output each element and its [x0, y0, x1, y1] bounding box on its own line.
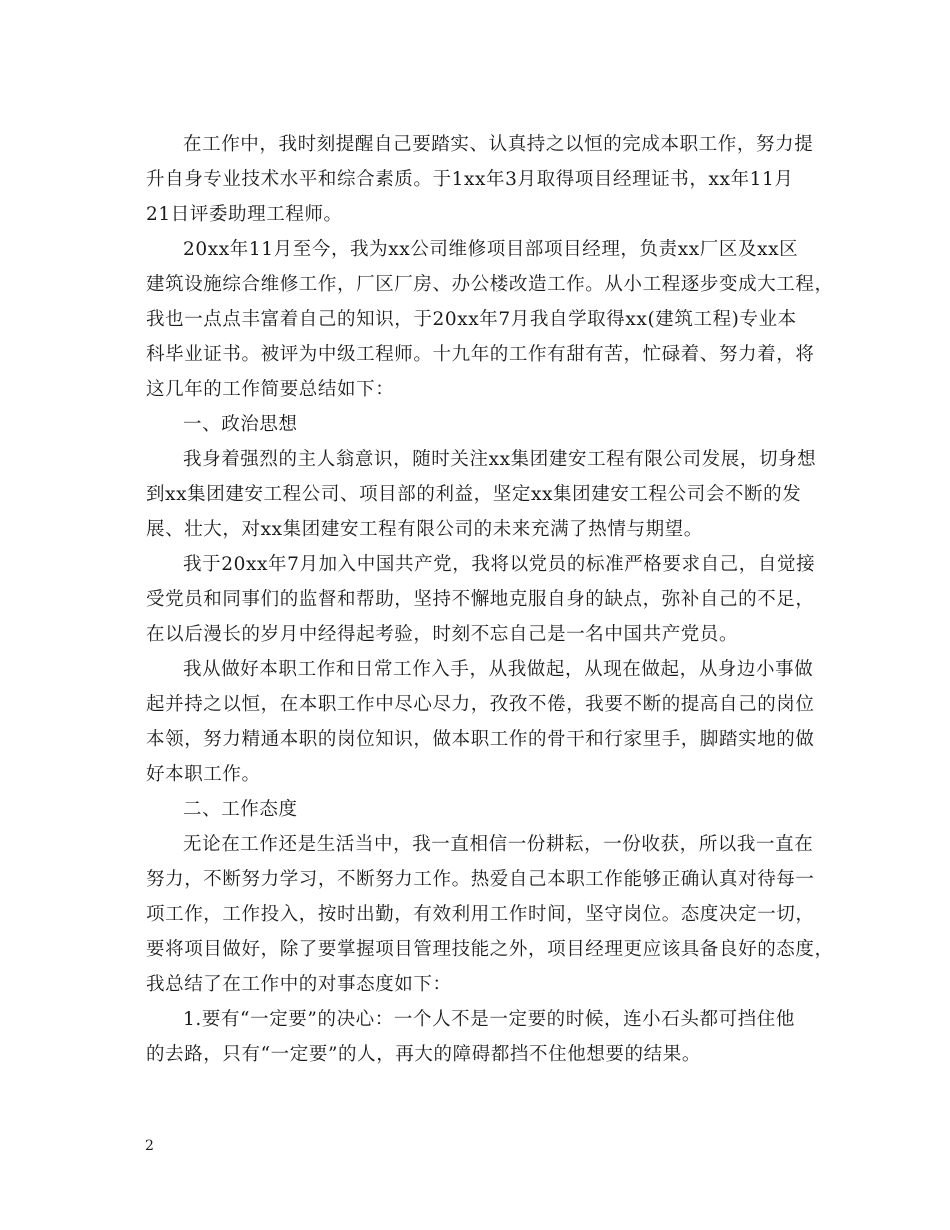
text-line: 努力，不断努力学习，不断努力工作。热爱自己本职工作能够正确认真对待每一: [146, 869, 815, 890]
document-body: [146, 127, 834, 1072]
text-line: 要将项目做好，除了要掌握项目管理技能之外，项目经理更应该具备良好的态度，: [146, 939, 834, 960]
text-line: 本领，努力精通本职的岗位知识，做本职工作的骨干和行家里手，脚踏实地的做: [146, 729, 815, 750]
text-line: 建筑设施综合维修工作，厂区厂房、办公楼改造工作。从小工程逐步变成大工程，: [146, 274, 834, 295]
text-line: 我身着强烈的主人翁意识，随时关注xx集团建安工程有限公司发展，切身想: [183, 449, 817, 470]
page-number: 2: [145, 1138, 154, 1154]
text-line: 升自身专业技术水平和综合素质。于1xx年3月取得项目经理证书，xx年11月: [146, 169, 794, 190]
text-line: 我也一点点丰富着自己的知识，于20xx年7月我自学取得xx(建筑工程)专业本: [146, 309, 797, 330]
text-line: 科毕业证书。被评为中级工程师。十九年的工作有甜有苦，忙碌着、努力着，将: [146, 344, 815, 365]
text-line: 这几年的工作简要总结如下：: [146, 379, 395, 400]
text-line: 我于20xx年7月加入中国共产党，我将以党员的标准严格要求自己，自觉接: [183, 554, 816, 575]
text-line: 好本职工作。: [146, 764, 261, 785]
text-line: 21日评委助理工程师。: [146, 204, 343, 225]
text-line: 在工作中，我时刻提醒自己要踏实、认真持之以恒的完成本职工作，努力提: [183, 134, 814, 155]
text-line: 无论在工作还是生活当中，我一直相信一份耕耘，一份收获，所以我一直在: [183, 834, 814, 855]
section-heading-work-attitude: 二、工作态度: [183, 799, 298, 820]
text-line: 起并持之以恒，在本职工作中尽心尽力，孜孜不倦，我要不断的提高自己的岗位: [146, 694, 815, 715]
text-line: 展、壮大，对xx集团建安工程有限公司的未来充满了热情与期望。: [146, 519, 703, 540]
text-line: 项工作，工作投入，按时出勤，有效利用工作时间，坚守岗位。态度决定一切，: [146, 904, 815, 925]
section-heading-politics: 一、政治思想: [183, 414, 298, 435]
text-line: 到xx集团建安工程公司、项目部的利益，坚定xx集团建安工程公司会不断的发: [146, 484, 802, 505]
text-line: 在以后漫长的岁月中经得起考验，时刻不忘自己是一名中国共产党员。: [146, 624, 739, 645]
text-line: 受党员和同事们的监督和帮助，坚持不懈地克服自身的缺点，弥补自己的不足，: [146, 589, 815, 610]
text-line: 我从做好本职工作和日常工作入手，从我做起，从现在做起，从身边小事做: [183, 659, 814, 680]
list-item-line: 1.要有“一定要”的决心：一个人不是一定要的时候，连小石头都可挡住他: [183, 1009, 795, 1030]
text-line: 我总结了在工作中的对事态度如下：: [146, 974, 452, 995]
list-item-line: 的去路，只有“一定要”的人，再大的障碍都挡不住他想要的结果。: [146, 1044, 701, 1065]
text-line: 20xx年11月至今，我为xx公司维修项目部项目经理，负责xx厂区及xx区: [183, 239, 799, 260]
